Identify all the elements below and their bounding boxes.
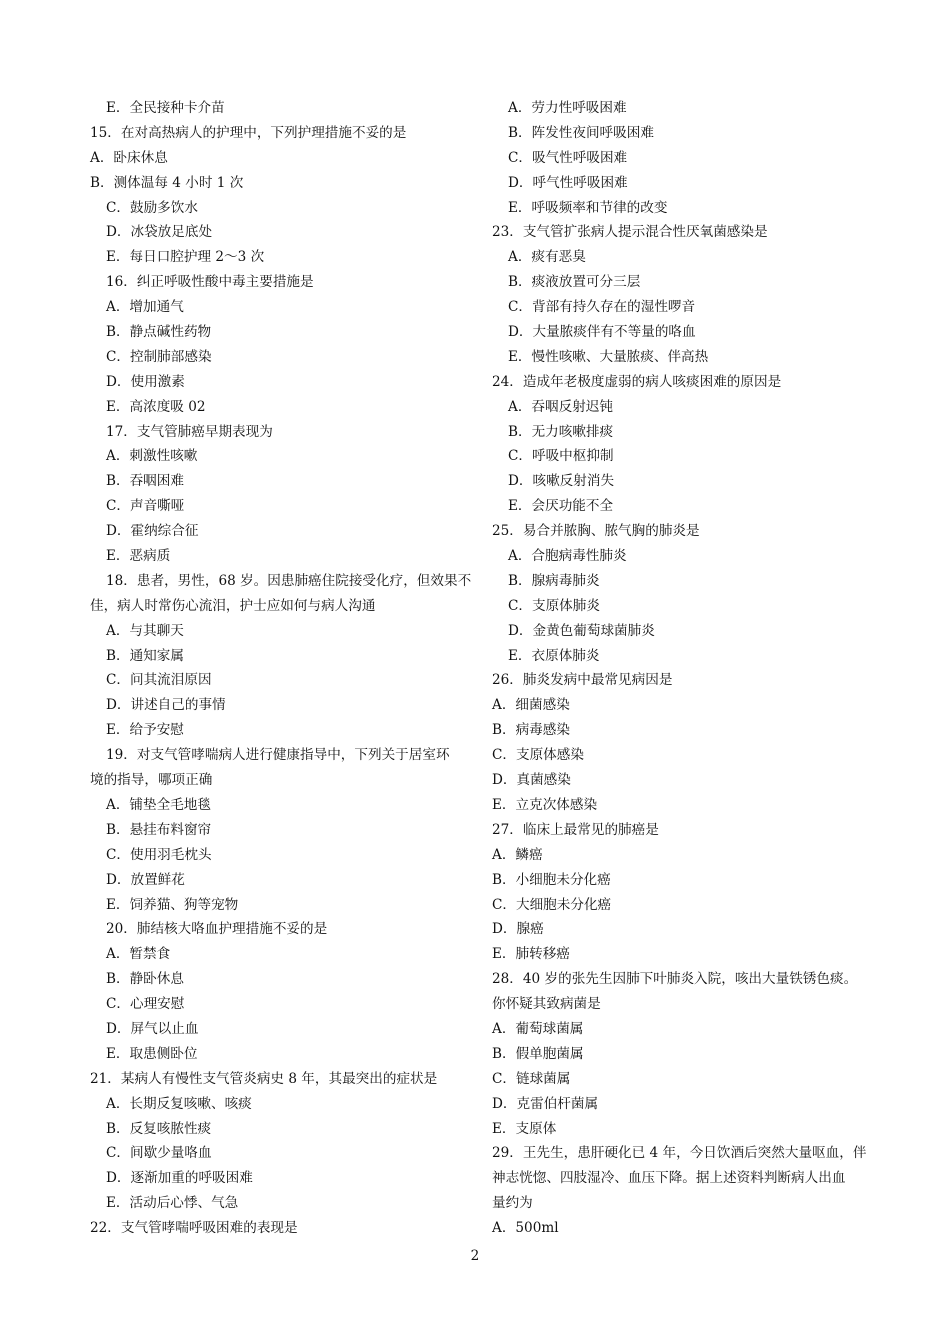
text-line: C．背部有持久存在的湿性啰音 [508, 299, 696, 316]
text-line: B．悬挂布料窗帘 [106, 821, 212, 838]
text-line: B．吞咽困难 [106, 473, 184, 490]
text-line: C．支原体肺炎 [508, 597, 600, 614]
text-line: 境的指导，哪项正确 [90, 772, 213, 789]
text-line: D．逐渐加重的呼吸困难 [106, 1170, 253, 1187]
question-text: 15．在对高热病人的护理中，下列护理措施不妥的是 [90, 124, 407, 141]
text-line: A．铺垫全毛地毯 [106, 796, 211, 813]
text-line: E．活动后心悸、气急 [106, 1195, 239, 1212]
text-line: B．病毒感染 [492, 722, 570, 739]
text-line: C．呼吸中枢抑制 [508, 448, 614, 465]
text-line: A．鳞癌 [492, 846, 543, 863]
text-line: A．增加通气 [106, 299, 184, 316]
text-line: D．讲述自己的事情 [106, 697, 226, 714]
text-line: 你怀疑其致病菌是 [492, 996, 601, 1013]
question-text: 22．支气管哮喘呼吸困难的表现是 [90, 1220, 298, 1237]
text-line: C．使用羽毛枕头 [106, 846, 212, 863]
text-line: D．咳嗽反射消失 [508, 473, 615, 490]
text-line: D．呼气性呼吸困难 [508, 174, 628, 191]
text-line: B．痰液放置可分三层 [508, 274, 641, 291]
question-text: 24．造成年老极度虚弱的病人咳痰困难的原因是 [492, 373, 782, 390]
text-line: E．高浓度吸 02 [106, 398, 206, 415]
text-line: E．慢性咳嗽、大量脓痰、伴高热 [508, 348, 709, 365]
text-line: D．屏气以止血 [106, 1020, 199, 1037]
text-line: C．间歇少量咯血 [106, 1145, 212, 1162]
question-text: 16．纠正呼吸性酸中毒主要措施是 [106, 274, 314, 291]
text-line: A．刺激性咳嗽 [106, 448, 198, 465]
question-text: 20．肺结核大咯血护理措施不妥的是 [106, 921, 328, 938]
question-text: 26．肺炎发病中最常见病因是 [492, 672, 673, 689]
text-line: B．小细胞未分化癌 [492, 871, 611, 888]
right-column [492, 96, 872, 1241]
text-line: C．问其流泪原因 [106, 672, 212, 689]
text-line: 佳，病人时常伤心流泪，护士应如何与病人沟通 [90, 597, 376, 614]
text-line: A．葡萄球菌属 [492, 1020, 584, 1037]
text-line: B．通知家属 [106, 647, 184, 664]
text-line: E．呼吸频率和节律的改变 [508, 199, 668, 216]
text-line: A．与其聊天 [106, 622, 184, 639]
text-line: E．会厌功能不全 [508, 498, 614, 515]
text-line: E．每日口腔护理 2～3 次 [106, 249, 265, 266]
left-column [90, 96, 470, 1241]
text-line: A．吞咽反射迟钝 [508, 398, 613, 415]
text-line: E．肺转移癌 [492, 946, 570, 963]
question-text: 25．易合并脓胸、脓气胸的肺炎是 [492, 523, 700, 540]
text-line: C．声音嘶哑 [106, 498, 185, 515]
text-line: C．吸气性呼吸困难 [508, 149, 628, 166]
text-line: 量约为 [492, 1195, 533, 1212]
text-line: B．阵发性夜间呼吸困难 [508, 124, 654, 141]
question-text: 18．患者，男性，68 岁。因患肺癌住院接受化疗，但效果不 [106, 572, 472, 589]
question-text: 29．王先生，患肝硬化已 4 年，今日饮酒后突然大量呕血，伴 [492, 1145, 867, 1162]
text-line: C．大细胞未分化癌 [492, 896, 612, 913]
text-line: E．衣原体肺炎 [508, 647, 600, 664]
question-text: 21．某病人有慢性支气管炎病史 8 年，其最突出的症状是 [90, 1070, 438, 1087]
text-line: E．全民接种卡介苗 [106, 100, 225, 116]
text-line: D．克雷伯杆菌属 [492, 1095, 599, 1112]
text-line: C．心理安慰 [106, 996, 185, 1013]
text-line: E．饲养猫、狗等宠物 [106, 896, 239, 913]
question-text: 28．40 岁的张先生因肺下叶肺炎入院，咳出大量铁锈色痰。 [492, 971, 858, 988]
text-line: D．真菌感染 [492, 772, 571, 789]
text-line: A．卧床休息 [90, 149, 168, 166]
text-line: C．鼓励多饮水 [106, 199, 198, 216]
text-line: B．腺病毒肺炎 [508, 572, 600, 589]
text-line: B．无力咳嗽排痰 [508, 423, 614, 440]
text-line: D．使用激素 [106, 373, 185, 390]
text-line: A．细菌感染 [492, 697, 570, 714]
text-line: A．长期反复咳嗽、咳痰 [106, 1095, 252, 1112]
text-line: D．霍纳综合征 [106, 523, 199, 540]
question-text: 27．临床上最常见的肺癌是 [492, 821, 659, 838]
text-line: B．静卧休息 [106, 971, 184, 988]
text-line: A．暂禁食 [106, 946, 171, 963]
text-line: A．痰有恶臭 [508, 249, 586, 266]
text-line: 神志恍惚、四肢湿冷、血压下降。据上述资料判断病人出血 [492, 1170, 846, 1187]
question-text: 19．对支气管哮喘病人进行健康指导中，下列关于居室环 [106, 747, 450, 764]
text-line: B．静点碱性药物 [106, 324, 212, 341]
text-line: C．支原体感染 [492, 747, 584, 764]
text-line: D．金黄色葡萄球菌肺炎 [508, 622, 655, 639]
text-line: D．腺癌 [492, 921, 544, 938]
text-line: B．假单胞菌属 [492, 1045, 584, 1062]
question-text: 17．支气管肺癌早期表现为 [106, 423, 273, 440]
text-line: C．控制肺部感染 [106, 348, 212, 365]
text-line: D．大量脓痰伴有不等量的咯血 [508, 324, 696, 341]
page-number: 2 [470, 1248, 480, 1264]
text-line: D．放置鲜花 [106, 871, 185, 888]
text-line: E．立克次体感染 [492, 796, 598, 813]
text-line: B．反复咳脓性痰 [106, 1120, 212, 1137]
text-line: A．合胞病毒性肺炎 [508, 548, 627, 565]
text-line: E．取患侧卧位 [106, 1045, 198, 1062]
question-text: 23．支气管扩张病人提示混合性厌氧菌感染是 [492, 224, 768, 241]
text-line: A．劳力性呼吸困难 [508, 100, 627, 116]
text-line: D．冰袋放足底处 [106, 224, 213, 241]
text-line: E．支原体 [492, 1120, 557, 1137]
text-line: E．恶病质 [106, 548, 171, 565]
text-line: E．给予安慰 [106, 722, 184, 739]
text-line: A．500ml [492, 1220, 559, 1237]
text-line: B．测体温每 4 小时 1 次 [90, 174, 244, 191]
text-line: C．链球菌属 [492, 1070, 571, 1087]
